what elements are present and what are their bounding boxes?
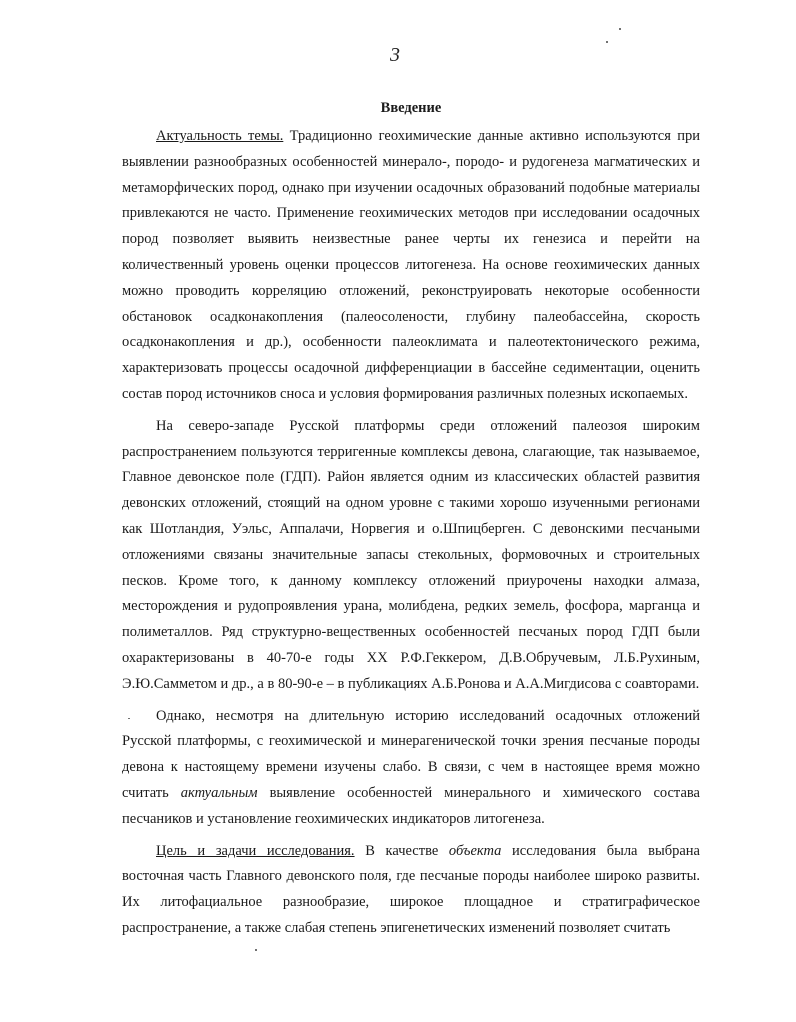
section-heading: Введение [380, 100, 442, 116]
goals-text-before: В качестве [354, 842, 449, 859]
paragraph-region [122, 414, 700, 698]
however-text-after: выявление особенностей минерального и химического состава песчаников и установление геохимических индикаторов литогенеза. [122, 784, 700, 827]
region-text: На северо-западе Русской платформы среди отложений палеозоя широким распространением пользуются терригенные комплексы девона, слагающие, так называемое, Главное девонское поле (ГДП). Район является одним из классических областей развития девонских отложений, стоящий на одном уровне с такими хорошо изученными регионами как Шотландия, Уэльс, Аппалачи, Норвегия и о.Шпицберген. С девонскими песчаными отложениями связаны значительные запасы стекольных, формовочных и строительных песков. Кроме того, к данному комплексу отложений приурочены находки алмаза, месторождения и рудопроявления урана, молибдена, редких земель, фосфора, марганца и полиметаллов. Ряд структурно-вещественных особенностей песчаных пород ГДП были охарактеризованы в 40-70-е годы XX Р.Ф.Геккером, Д.В.Обручевым, Л.Б.Рухиным, Э.Ю.Самметом и др., а в 80-90-е – в публикациях А.Б.Ронова и А.А.Мигдисова с соавторами. [122, 417, 700, 692]
relevance-text: Традиционно геохимические данные активно используются при выявлении разнообразных особенностей минерало-, породо- и рудогенеза магматических и метаморфических пород, однако при изучении осадочных образований подобные материалы привлекаются не часто. Применение геохимических методов при исследовании осадочных пород позволяет выявить неизвестные ранее черты их генезиса и перейти на количественный уровень оценки процессов литогенеза. На основе геохимических данных можно проводить корреляцию отложений, реконструировать некоторые особенности обстановок осадконакопления (палеосолености, глубину палеобассейна, скорость осадконакопления и др.), особенности палеоклимата и палеотектонического режима, характеризовать процессы осадочной дифференциации в бассейне седиментации, оценить состав пород источников сноса и условия формирования различных полезных ископаемых. [122, 128, 700, 402]
paragraph-goals [122, 839, 700, 942]
however-text-before: Однако, несмотря на длительную историю исследований осадочных отложений Русской платформы, с геохимической и минерагенической точки зрения песчаные породы девона к настоящему времени изучены слабо. В связи, с чем в настоящее время можно считать [122, 707, 700, 801]
goals-emphasis: объекта [448, 842, 502, 859]
relevance-lead: Актуальность темы. [156, 128, 284, 144]
text-body [122, 98, 700, 942]
however-emphasis: актуальным [180, 784, 258, 801]
page-number: 3 [390, 44, 400, 66]
goals-lead: Цель и задачи исследования. [156, 842, 355, 859]
scan-speck [619, 28, 621, 30]
goals-text-after: исследования была выбрана восточная часть Главного девонского поля, где песчаные породы наиболее широко развиты. Их литофациальное разнообразие, широкое площадное и стратиграфическое распространение, а также слабая степень эпигенетических изменений позволяет считать [122, 842, 700, 936]
scan-speck [606, 41, 608, 43]
paragraph-relevance [122, 124, 700, 408]
scan-speck [255, 949, 257, 951]
paragraph-however [122, 704, 700, 833]
